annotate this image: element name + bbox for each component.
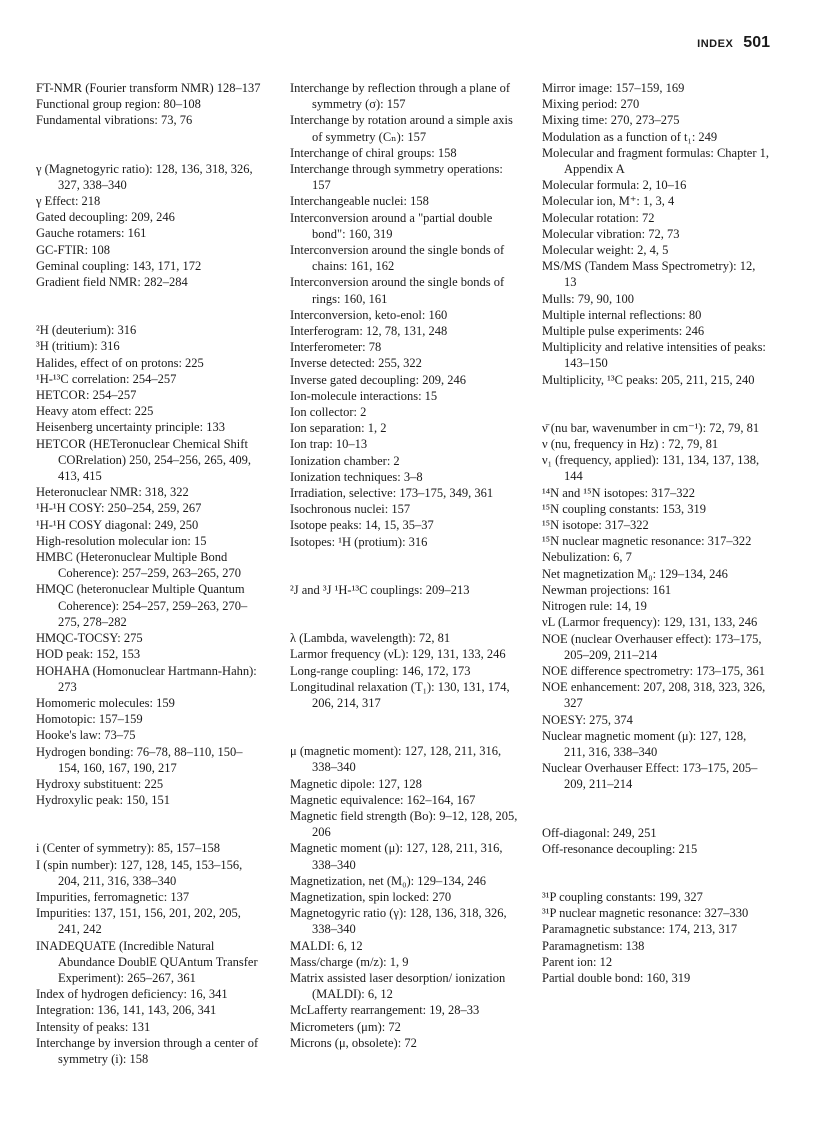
index-column-1 (36, 80, 264, 1067)
index-entry: Gauche rotamers: 161 (36, 226, 147, 241)
index-entry: Molecular vibration: 72, 73 (542, 226, 680, 241)
index-entry: HOHAHA (Homonuclear Hartmann-Hahn): 273 (36, 663, 257, 694)
index-entry: Magnetization, net (M₀): 129–134, 246 (290, 873, 486, 888)
section-spacer (36, 129, 264, 161)
index-entry: Geminal coupling: 143, 171, 172 (36, 258, 202, 273)
index-entry: ²J and ³J ¹H-¹³C couplings: 209–213 (290, 582, 470, 597)
section-spacer (542, 388, 770, 420)
index-entry: Heteronuclear NMR: 318, 322 (36, 485, 189, 500)
index-entry: Matrix assisted laser desorption/ ionization (MALDI): 6, 12 (290, 970, 506, 1002)
index-entry: Interchangeable nuclei: 158 (290, 194, 429, 209)
index-entry: Isochronous nuclei: 157 (290, 502, 411, 517)
index-entry: Index of hydrogen deficiency: 16, 341 (36, 987, 228, 1002)
index-entry: ¹H-¹H COSY: 250–254, 259, 267 (36, 501, 202, 516)
index-entry: Newman projections: 161 (542, 582, 672, 597)
index-entry: Nuclear magnetic moment (μ): 127, 128, 211, 316, 338–340 (542, 728, 747, 759)
index-entry: ³¹P nuclear magnetic resonance: 327–330 (542, 906, 749, 921)
index-entry: γ (Magnetogyric ratio): 128, 136, 318, 326, 327, 338–340 (36, 161, 253, 192)
index-entry: HETCOR (HETeronuclear Chemical Shift CORrelation) 250, 254–256, 265, 409, 413, 415 (36, 436, 252, 484)
index-entry: ¹H-¹H COSY diagonal: 249, 250 (36, 517, 199, 532)
index-entry: ν₁ (frequency, applied): 131, 134, 137, 138, 144 (542, 453, 760, 484)
index-entry: NOE (nuclear Overhauser effect): 173–175, 205–209, 211–214 (542, 631, 762, 662)
index-entry: Gradient field NMR: 282–284 (36, 275, 188, 290)
index-entry: μ (magnetic moment): 127, 128, 211, 316, 338–340 (290, 744, 502, 775)
index-entry: Irradiation, selective: 173–175, 349, 361 (290, 486, 494, 501)
section-spacer (290, 550, 518, 582)
index-entry: Interconversion around the single bonds of rings: 160, 161 (290, 275, 505, 306)
index-entry: NOE enhancement: 207, 208, 318, 323, 326, 327 (542, 680, 766, 711)
index-entry: I (spin number): 127, 128, 145, 153–156, 204, 211, 316, 338–340 (36, 857, 243, 888)
index-entry: Isotopes: ¹H (protium): 316 (290, 534, 428, 549)
index-entry: νL (Larmor frequency): 129, 131, 133, 246 (542, 615, 758, 630)
index-entry: Ionization chamber: 2 (290, 453, 400, 468)
index-entry: Isotope peaks: 14, 15, 35–37 (290, 518, 434, 533)
index-entry: Paramagnetism: 138 (542, 938, 645, 953)
index-entry: ²H (deuterium): 316 (36, 323, 137, 338)
index-entry: Fundamental vibrations: 73, 76 (36, 113, 193, 128)
index-entry: Modulation as a function of t₁: 249 (542, 129, 718, 144)
index-entry: Molecular formula: 2, 10–16 (542, 178, 687, 193)
index-entry: Integration: 136, 141, 143, 206, 341 (36, 1003, 217, 1018)
index-entry: Inverse detected: 255, 322 (290, 356, 422, 371)
page-number: 501 (743, 34, 770, 51)
index-entry: Interchange through symmetry operations: 157 (290, 162, 503, 193)
index-entry: Multiplicity, ¹³C peaks: 205, 211, 215, 240 (542, 372, 755, 387)
index-entry: ¹⁵N nuclear magnetic resonance: 317–322 (542, 534, 752, 549)
index-entry: Mixing time: 270, 273–275 (542, 113, 680, 128)
index-entry: Multiple pulse experiments: 246 (542, 324, 705, 339)
index-entry: Parent ion: 12 (542, 954, 613, 969)
index-entry: Ion collector: 2 (290, 405, 367, 420)
index-column-2 (290, 80, 518, 1051)
index-entry: Paramagnetic substance: 174, 213, 317 (542, 922, 738, 937)
index-entry: Inverse gated decoupling: 209, 246 (290, 372, 466, 387)
section-spacer (542, 793, 770, 825)
index-entry: Molecular weight: 2, 4, 5 (542, 243, 669, 258)
index-entry: Interchange by reflection through a plane of symmetry (σ): 157 (290, 81, 511, 112)
index-entry: Interchange by inversion through a center of symmetry (i): 158 (36, 1035, 259, 1066)
index-entry: Halides, effect of on protons: 225 (36, 355, 204, 370)
index-entry: Multiple internal reflections: 80 (542, 307, 702, 322)
index-entry: ¹⁴N and ¹⁵N isotopes: 317–322 (542, 485, 696, 500)
index-entry: Off-resonance decoupling: 215 (542, 841, 698, 856)
index-entry: Molecular ion, M⁺: 1, 3, 4 (542, 194, 675, 209)
index-entry: λ (Lambda, wavelength): 72, 81 (290, 631, 451, 646)
index-entry: Molecular and fragment formulas: Chapter 1, Appendix A (542, 145, 770, 177)
index-entry: Magnetization, spin locked: 270 (290, 889, 452, 904)
index-entry: Homomeric molecules: 159 (36, 695, 175, 710)
index-entry: Magnetic moment (μ): 127, 128, 211, 316, 338–340 (290, 841, 503, 872)
index-entry: Ion separation: 1, 2 (290, 421, 387, 436)
index-entry: ¹⁵N coupling constants: 153, 319 (542, 501, 706, 516)
index-entry: Ion trap: 10–13 (290, 437, 368, 452)
index-entry: HMQC (heteronuclear Multiple Quantum Coherence): 254–257, 259–263, 270–275, 278–282 (36, 582, 248, 629)
index-entry: Homotopic: 157–159 (36, 712, 143, 727)
index-entry: Micrometers (μm): 72 (290, 1019, 401, 1034)
index-entry: Off-diagonal: 249, 251 (542, 825, 657, 840)
index-entry: Hydrogen bonding: 76–78, 88–110, 150–154, 160, 167, 190, 217 (36, 744, 243, 775)
index-entry: HOD peak: 152, 153 (36, 647, 141, 662)
index-entry: Interconversion around a "partial double bond": 160, 319 (290, 210, 493, 241)
index-entry: NOESY: 275, 374 (542, 712, 633, 727)
index-entry: Interchange by rotation around a simple axis of symmetry (Cₙ): 157 (290, 113, 513, 144)
index-entry: Partial double bond: 160, 319 (542, 970, 691, 985)
index-entry: Interchange of chiral groups: 158 (290, 145, 457, 160)
index-entry: Intensity of peaks: 131 (36, 1019, 151, 1034)
index-entry: Mixing period: 270 (542, 97, 640, 112)
index-entry: HMQC-TOCSY: 275 (36, 631, 143, 646)
index-entry: Ionization techniques: 3–8 (290, 469, 423, 484)
index-column-3 (542, 80, 770, 986)
index-entry: Net magnetization M₀: 129–134, 246 (542, 566, 728, 581)
index-entry: Hydroxy substituent: 225 (36, 776, 164, 791)
index-entry: Larmor frequency (νL): 129, 131, 133, 246 (290, 647, 506, 662)
index-entry: Long-range coupling: 146, 172, 173 (290, 663, 471, 678)
index-entry: γ Effect: 218 (36, 194, 101, 209)
index-entry: Mirror image: 157–159, 169 (542, 81, 685, 95)
index-entry: Magnetic equivalence: 162–164, 167 (290, 792, 476, 807)
index-entry: Impurities, ferromagnetic: 137 (36, 889, 190, 904)
index-entry: Interferogram: 12, 78, 131, 248 (290, 324, 448, 339)
index-entry: Multiplicity and relative intensities of peaks: 143–150 (542, 340, 766, 371)
page-header (697, 34, 770, 52)
index-entry: Interconversion, keto-enol: 160 (290, 307, 448, 322)
index-entry: Molecular rotation: 72 (542, 210, 655, 225)
section-spacer (290, 598, 518, 630)
index-entry: Gated decoupling: 209, 246 (36, 210, 175, 225)
index-entry: HETCOR: 254–257 (36, 388, 137, 403)
index-entry: Interconversion around the single bonds of chains: 161, 162 (290, 243, 505, 274)
index-entry: Nuclear Overhauser Effect: 173–175, 205–209, 211–214 (542, 761, 758, 792)
index-entry: Nebulization: 6, 7 (542, 550, 632, 565)
index-entry: Mass/charge (m/z): 1, 9 (290, 954, 409, 969)
index-entry: ³H (tritium): 316 (36, 339, 120, 354)
index-entry: Nitrogen rule: 14, 19 (542, 599, 647, 614)
running-head: INDEX (697, 38, 734, 50)
index-entry: Microns (μ, obsolete): 72 (290, 1035, 417, 1050)
index-entry: NOE difference spectrometry: 173–175, 361 (542, 663, 765, 678)
index-entry: Heavy atom effect: 225 (36, 404, 154, 419)
index-entry: Mulls: 79, 90, 100 (542, 291, 635, 306)
index-entry: GC-FTIR: 108 (36, 242, 110, 257)
index-entry: ν̄ (nu bar, wavenumber in cm⁻¹): 72, 79, 81 (542, 420, 760, 435)
index-entry: ν (nu, frequency in Hz) : 72, 79, 81 (542, 437, 719, 452)
index-entry: HMBC (Heteronuclear Multiple Bond Coherence): 257–259, 263–265, 270 (36, 550, 241, 581)
index-entry: Magnetic dipole: 127, 128 (290, 776, 422, 791)
index-entry: Functional group region: 80–108 (36, 97, 201, 112)
index-entry: Ion-molecule interactions: 15 (290, 388, 438, 403)
index-entry: Impurities: 137, 151, 156, 201, 202, 205, 241, 242 (36, 906, 241, 937)
index-entry: MALDI: 6, 12 (290, 938, 363, 953)
index-entry: i (Center of symmetry): 85, 157–158 (36, 841, 220, 856)
index-entry: ¹⁵N isotope: 317–322 (542, 518, 649, 533)
index-entry: Magnetogyric ratio (γ): 128, 136, 318, 326, 338–340 (290, 906, 507, 937)
index-entry: Hydroxylic peak: 150, 151 (36, 793, 171, 808)
index-entry: ¹H-¹³C correlation: 254–257 (36, 371, 177, 386)
section-spacer (290, 711, 518, 743)
index-entry: Interferometer: 78 (290, 340, 382, 355)
index-entry: INADEQUATE (Incredible Natural Abundance DoublE QUAntum Transfer Experiment): 265–267, 361 (36, 938, 258, 985)
index-entry: Hooke's law: 73–75 (36, 728, 136, 743)
index-entry: Longitudinal relaxation (T₁): 130, 131, 174, 206, 214, 317 (290, 679, 510, 710)
index-entry: High-resolution molecular ion: 15 (36, 533, 207, 548)
index-entry: MS/MS (Tandem Mass Spectrometry): 12, 13 (542, 259, 756, 290)
section-spacer (542, 857, 770, 889)
index-entry: FT-NMR (Fourier transform NMR) 128–137 (36, 81, 261, 95)
section-spacer (36, 290, 264, 322)
index-entry: McLafferty rearrangement: 19, 28–33 (290, 1003, 480, 1018)
index-entry: Heisenberg uncertainty principle: 133 (36, 420, 225, 435)
index-entry: Magnetic field strength (Bo): 9–12, 128, 205, 206 (290, 808, 518, 840)
section-spacer (36, 808, 264, 840)
index-entry: ³¹P coupling constants: 199, 327 (542, 889, 703, 904)
